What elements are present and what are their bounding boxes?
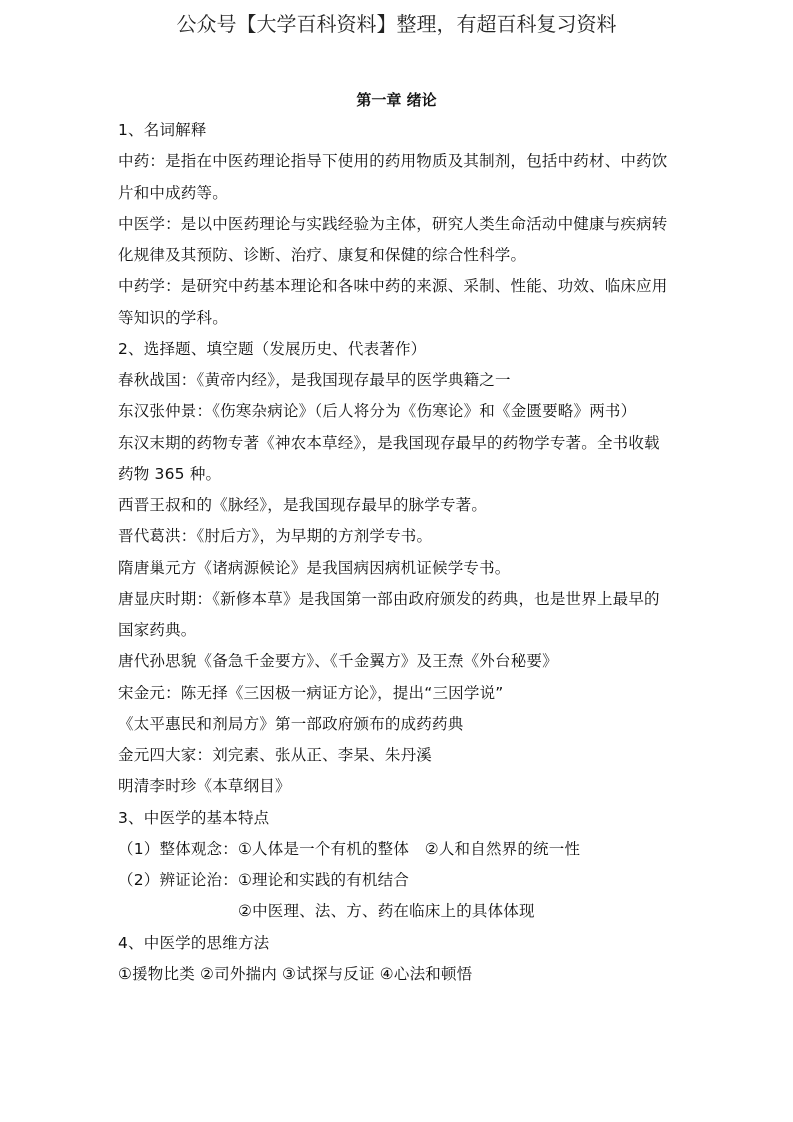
text-line: （1）整体观念：①人体是一个有机的整体 ②人和自然界的统一性: [118, 839, 581, 858]
text-line: 金元四大家：刘完素、张从正、李杲、朱丹溪: [118, 746, 433, 764]
text-line: ②中医理、法、方、药在临床上的具体体现: [238, 902, 535, 921]
text-line: 2、选择题、填空题（发展历史、代表著作）: [118, 339, 427, 358]
text-line: 东汉末期的药物专著《神农本草经》，是我国现存最早的药物学专著。全书收载: [118, 433, 660, 452]
text-line: 中医学：是以中医药理论与实践经验为主体，研究人类生命活动中健康与疾病转: [118, 214, 668, 233]
chapter-title: 第一章 绪论: [356, 91, 437, 109]
text-line: 唐代孙思貌《备急千金要方》、《千金翼方》及王焘《外台秘要》: [118, 652, 558, 671]
text-line: 国家药典。: [118, 621, 197, 639]
text-line: （2）辨证论治：①理论和实践的有机结合: [118, 871, 410, 889]
text-line: 明清李时珍《本草纲目》: [118, 777, 291, 796]
text-line: 隋唐巢元方《诸病源候论》是我国病因病机证候学专书。: [118, 558, 511, 577]
text-line: 晋代葛洪：《肘后方》，为早期的方剂学专书。: [118, 527, 433, 546]
text-line: 1、名词解释: [118, 121, 207, 139]
text-line: 化规律及其预防、诊断、治疗、康复和保健的综合性科学。: [118, 246, 527, 264]
text-line: 春秋战国：《黄帝内经》，是我国现存最早的医学典籍之一: [118, 371, 511, 389]
text-line: 《太平惠民和剂局方》第一部政府颁布的成药药典: [118, 714, 464, 733]
text-line: ①援物比类 ②司外揣内 ③试探与反证 ④心法和顿悟: [118, 964, 473, 983]
page-header: 公众号【大学百科资料】整理，有超百科复习资料: [176, 12, 617, 36]
text-line: 4、中医学的思维方法: [118, 933, 270, 952]
text-line: 3、中医学的基本特点: [118, 808, 270, 827]
text-line: 片和中成药等。: [118, 183, 228, 202]
text-line: 西晋王叔和的《脉经》，是我国现存最早的脉学专著。: [118, 496, 488, 514]
text-line: 药物 365 种。: [118, 464, 222, 483]
text-line: 东汉张仲景：《伤寒杂病论》（后人将分为《伤寒论》和《金匮要略》两书）: [118, 402, 637, 421]
document-body: [118, 115, 688, 990]
text-line: 宋金元：陈无择《三因极一病证方论》，提出“三因学说”: [118, 683, 504, 702]
text-line: 中药：是指在中医药理论指导下使用的药用物质及其制剂，包括中药材、中药饮: [118, 152, 668, 171]
text-line: 等知识的学科。: [118, 308, 228, 327]
text-line: 中药学：是研究中药基本理论和各味中药的来源、采制、性能、功效、临床应用: [118, 277, 668, 296]
text-line: 唐显庆时期：《新修本草》是我国第一部由政府颁发的药典，也是世界上最早的: [118, 589, 660, 608]
